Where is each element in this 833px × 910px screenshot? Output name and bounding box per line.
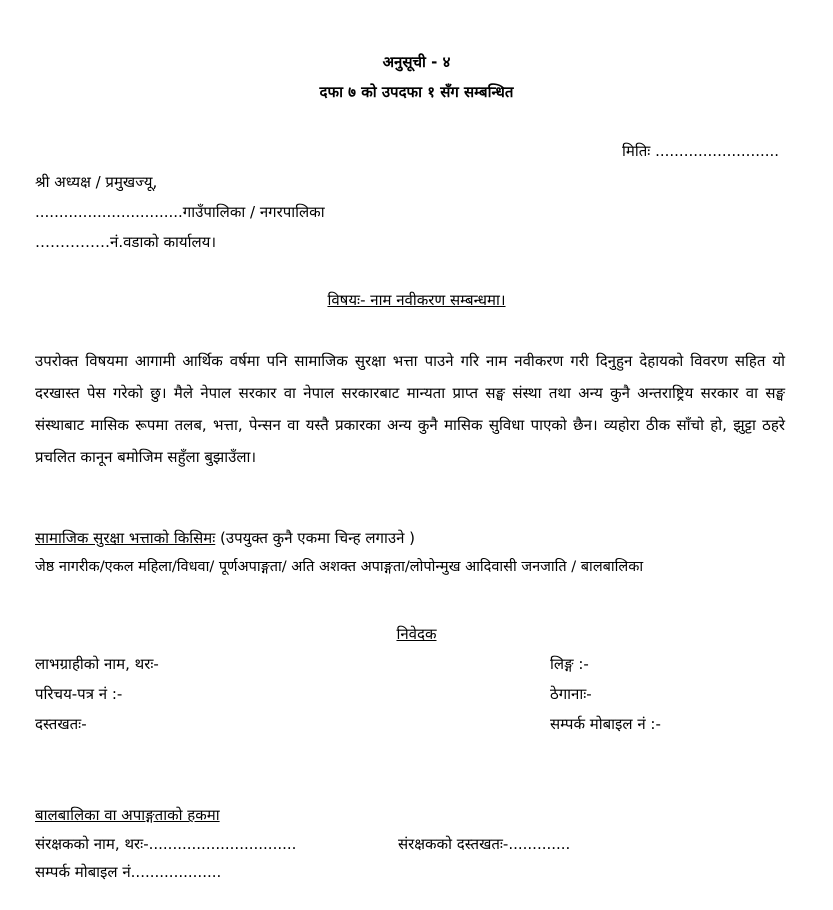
- mobile-label: सम्पर्क मोबाइल नं :-: [550, 715, 661, 733]
- date-field: मितिः ..........................: [622, 142, 780, 160]
- allowance-type-line: [35, 528, 415, 548]
- addressee-line: श्री अध्यक्ष / प्रमुखज्यू,: [35, 173, 158, 191]
- address-label: ठेगानाः-: [550, 685, 592, 703]
- guardian-mobile-label: सम्पर्क मोबाइल नं...................: [35, 863, 222, 881]
- allowance-instruction: (उपयुक्त कुनै एकमा चिन्ह लगाउने ): [215, 529, 416, 547]
- allowance-heading: सामाजिक सुरक्षा भत्ताको किसिमः: [35, 529, 216, 547]
- beneficiary-name-label: लाभग्राहीको नाम, थरः-: [35, 655, 159, 673]
- guardian-signature-label: संरक्षकको दस्तखतः-.............: [398, 835, 571, 853]
- body-paragraph: उपरोक्त विषयमा आगामी आर्थिक वर्षमा पनि सामाजिक सुरक्षा भत्ता पाउने गरि नाम नवीकरण गरी दिनुहुन देहायको विवरण सहित यो दरखास्त पेस गरेको छु। मैले नेपाल सरकार वा नेपाल सरकारबाट मान्यता प्राप्त सङ्घ संस्था तथा अन्य कुनै अन्तराष्ट्रिय सरकार वा सङ्घ संस्थाबाट मासिक रूपमा तलब, भत्ता, पेन्सन वा यस्तै प्रकारका अन्य कुनै मासिक सुविधा पाएको छैन। व्यहोरा ठीक साँचो हो, झुट्टा ठहरे प्रचलित कानून बमोजिम सहुँला बुझाउँला।: [35, 352, 785, 466]
- applicant-heading: निवेदक: [396, 625, 437, 643]
- signature-label: दस्तखतः-: [35, 715, 87, 733]
- gender-label: लिङ्ग :-: [550, 655, 589, 673]
- id-card-label: परिचय-पत्र नं :-: [35, 685, 123, 703]
- allowance-options: जेष्ठ नागरीक/एकल महिला/विधवा/ पूर्णअपाङ्गता/ अति अशक्त अपाङ्गता/लोपोन्मुख आदिवासी जनजाति / बालबालिका: [35, 559, 644, 575]
- guardian-name-label: संरक्षकको नाम, थरः-...............................: [35, 835, 297, 853]
- subject-line: विषयः- नाम नवीकरण सम्बन्धमा।: [327, 291, 506, 309]
- clause-reference: दफा ७ को उपदफा १ सँग सम्बन्धित: [319, 83, 514, 101]
- schedule-title: अनुसूची - ४: [382, 53, 451, 71]
- guardian-heading: बालबालिका वा अपाङ्गताको हकमा: [35, 806, 220, 824]
- ward-office-line: ……………नं.वडाको कार्यालय।: [35, 233, 217, 251]
- municipality-line: ...............................गाउँपालिका / नगरपालिका: [35, 203, 325, 221]
